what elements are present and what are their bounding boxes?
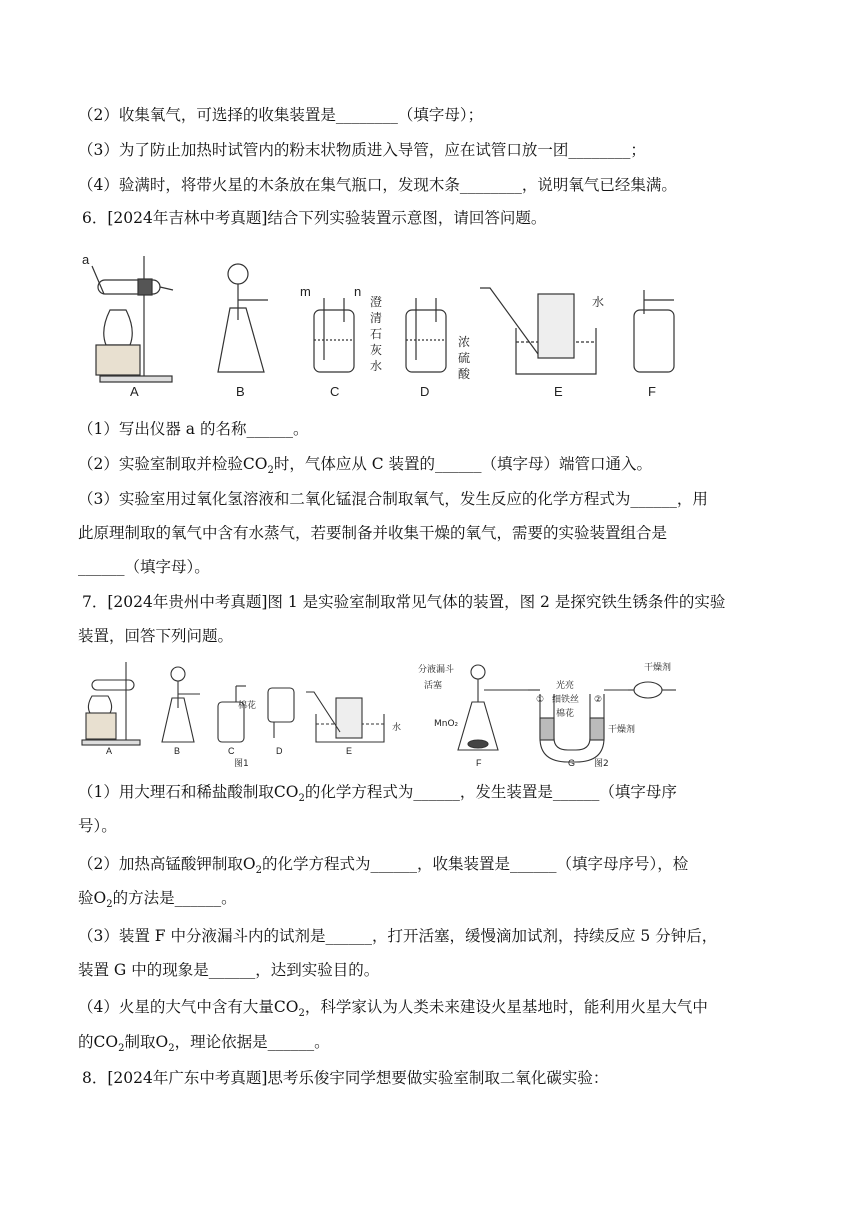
svg-text:石: 石 <box>370 327 383 341</box>
q7-stem-line1: 7．[2024年贵州中考真题]图 1 是实验室制取常见气体的装置，图 2 是探究铁生锈条件的实验 <box>82 593 726 611</box>
funnel-label: 分液漏斗 <box>418 665 455 675</box>
fig2-letter-e: E <box>346 746 353 756</box>
bright-label: 光亮 <box>556 681 575 691</box>
fig2-letter-c: C <box>228 746 235 756</box>
q7-apparatus-figure <box>78 658 698 770</box>
q7-part4-line1: （4）火星的大气中含有大量$CO_2$，科学家认为人类未来建设火星基地时，能利用火星大气中 <box>78 998 708 1020</box>
letter-b: B <box>236 384 245 399</box>
q6-part3-line3: ______（填字母）。 <box>78 558 210 576</box>
circle-1-label: ① <box>536 695 545 705</box>
water-label: 水 <box>592 295 605 309</box>
iron-wire-label: 细铁丝 <box>552 695 580 705</box>
q7-part2-line1: （2）加热高锰酸钾制取$O_2$的化学方程式为______，收集装置是______（填字母序号），检 <box>78 855 689 877</box>
fig2-letter-g: G <box>568 758 576 768</box>
q6-part2: （2）实验室制取并检验$CO_2$时，气体应从 C 装置的______（填字母）端管口通入。 <box>78 455 653 477</box>
mno2-label: MnO₂ <box>434 719 459 729</box>
label-m: m <box>300 284 311 299</box>
q7-stem-line2: 装置，回答下列问题。 <box>78 627 234 645</box>
svg-text:灰: 灰 <box>370 343 383 357</box>
circle-2-label: ② <box>594 695 603 705</box>
svg-text:水: 水 <box>370 359 383 373</box>
q6-part1: （1）写出仪器 a 的名称______。 <box>78 420 309 438</box>
fig2-letter-f: F <box>476 758 482 768</box>
svg-text:清: 清 <box>370 311 383 325</box>
fig2-caption: 图2 <box>594 759 609 769</box>
label-n: n <box>354 284 362 299</box>
q7-part1-line2: 号）。 <box>78 817 117 835</box>
q5-part4: （4）验满时，将带火星的木条放在集气瓶口，发现木条________，说明氧气已经集满。 <box>78 176 677 194</box>
q7-part4-line2: 的$CO_2$制取$O_2$，理论依据是______。 <box>78 1033 330 1055</box>
q7-part1-line1: （1）用大理石和稀盐酸制取$CO_2$的化学方程式为______，发生装置是______（填字母序 <box>78 783 677 805</box>
cotton-label-2: 棉花 <box>556 709 575 719</box>
q6-stem: 6．[2024年吉林中考真题]结合下列实验装置示意图，请回答问题。 <box>82 209 547 227</box>
q5-part2: （2）收集氧气，可选择的收集装置是________（填字母）； <box>78 106 484 124</box>
q6-part3-line2: 此原理制取的氧气中含有水蒸气，若要制备并收集干燥的氧气，需要的实验装置组合是 <box>78 524 668 542</box>
water-label-2: 水 <box>392 723 402 733</box>
letter-f: F <box>648 384 656 399</box>
fig1-caption: 图1 <box>234 759 249 769</box>
q5-part3: （3）为了防止加热时试管内的粉末状物质进入导管，应在试管口放一团________； <box>78 141 646 159</box>
fig2-letter-b: B <box>174 746 181 756</box>
letter-e: E <box>554 384 563 399</box>
svg-text:硫: 硫 <box>458 351 471 365</box>
stopcock-label: 活塞 <box>424 681 443 691</box>
svg-text:酸: 酸 <box>458 367 471 381</box>
q7-part3-line1: （3）装置 F 中分液漏斗内的试剂是______，打开活塞，缓慢滴加试剂，持续反应 5 分钟后， <box>78 927 718 945</box>
label-a: a <box>82 252 90 267</box>
desiccant-label-right: 干燥剂 <box>608 725 636 735</box>
letter-a: A <box>130 384 139 399</box>
letter-c: C <box>330 384 340 399</box>
desiccant-label-top: 干燥剂 <box>644 663 672 673</box>
fig2-letter-a: A <box>106 746 113 756</box>
svg-text:澄: 澄 <box>370 295 383 309</box>
q7-part3-line2: 装置 G 中的现象是______，达到实验目的。 <box>78 961 380 979</box>
svg-text:浓: 浓 <box>458 335 471 349</box>
q7-part2-line2: 验$O_2$的方法是______。 <box>78 889 237 911</box>
cotton-label: 棉花 <box>238 701 257 711</box>
q6-apparatus-figure <box>78 250 698 402</box>
q6-part3-line1: （3）实验室用过氧化氢溶液和二氧化锰混合制取氧气，发生反应的化学方程式为______，用 <box>78 490 708 508</box>
q8-stem: 8．[2024年广东中考真题]思考乐俊宇同学想要做实验室制取二氧化碳实验： <box>82 1069 609 1087</box>
acid-label <box>458 335 471 381</box>
fig2-letter-d: D <box>276 746 283 756</box>
letter-d: D <box>420 384 430 399</box>
limewater-label <box>370 295 382 373</box>
